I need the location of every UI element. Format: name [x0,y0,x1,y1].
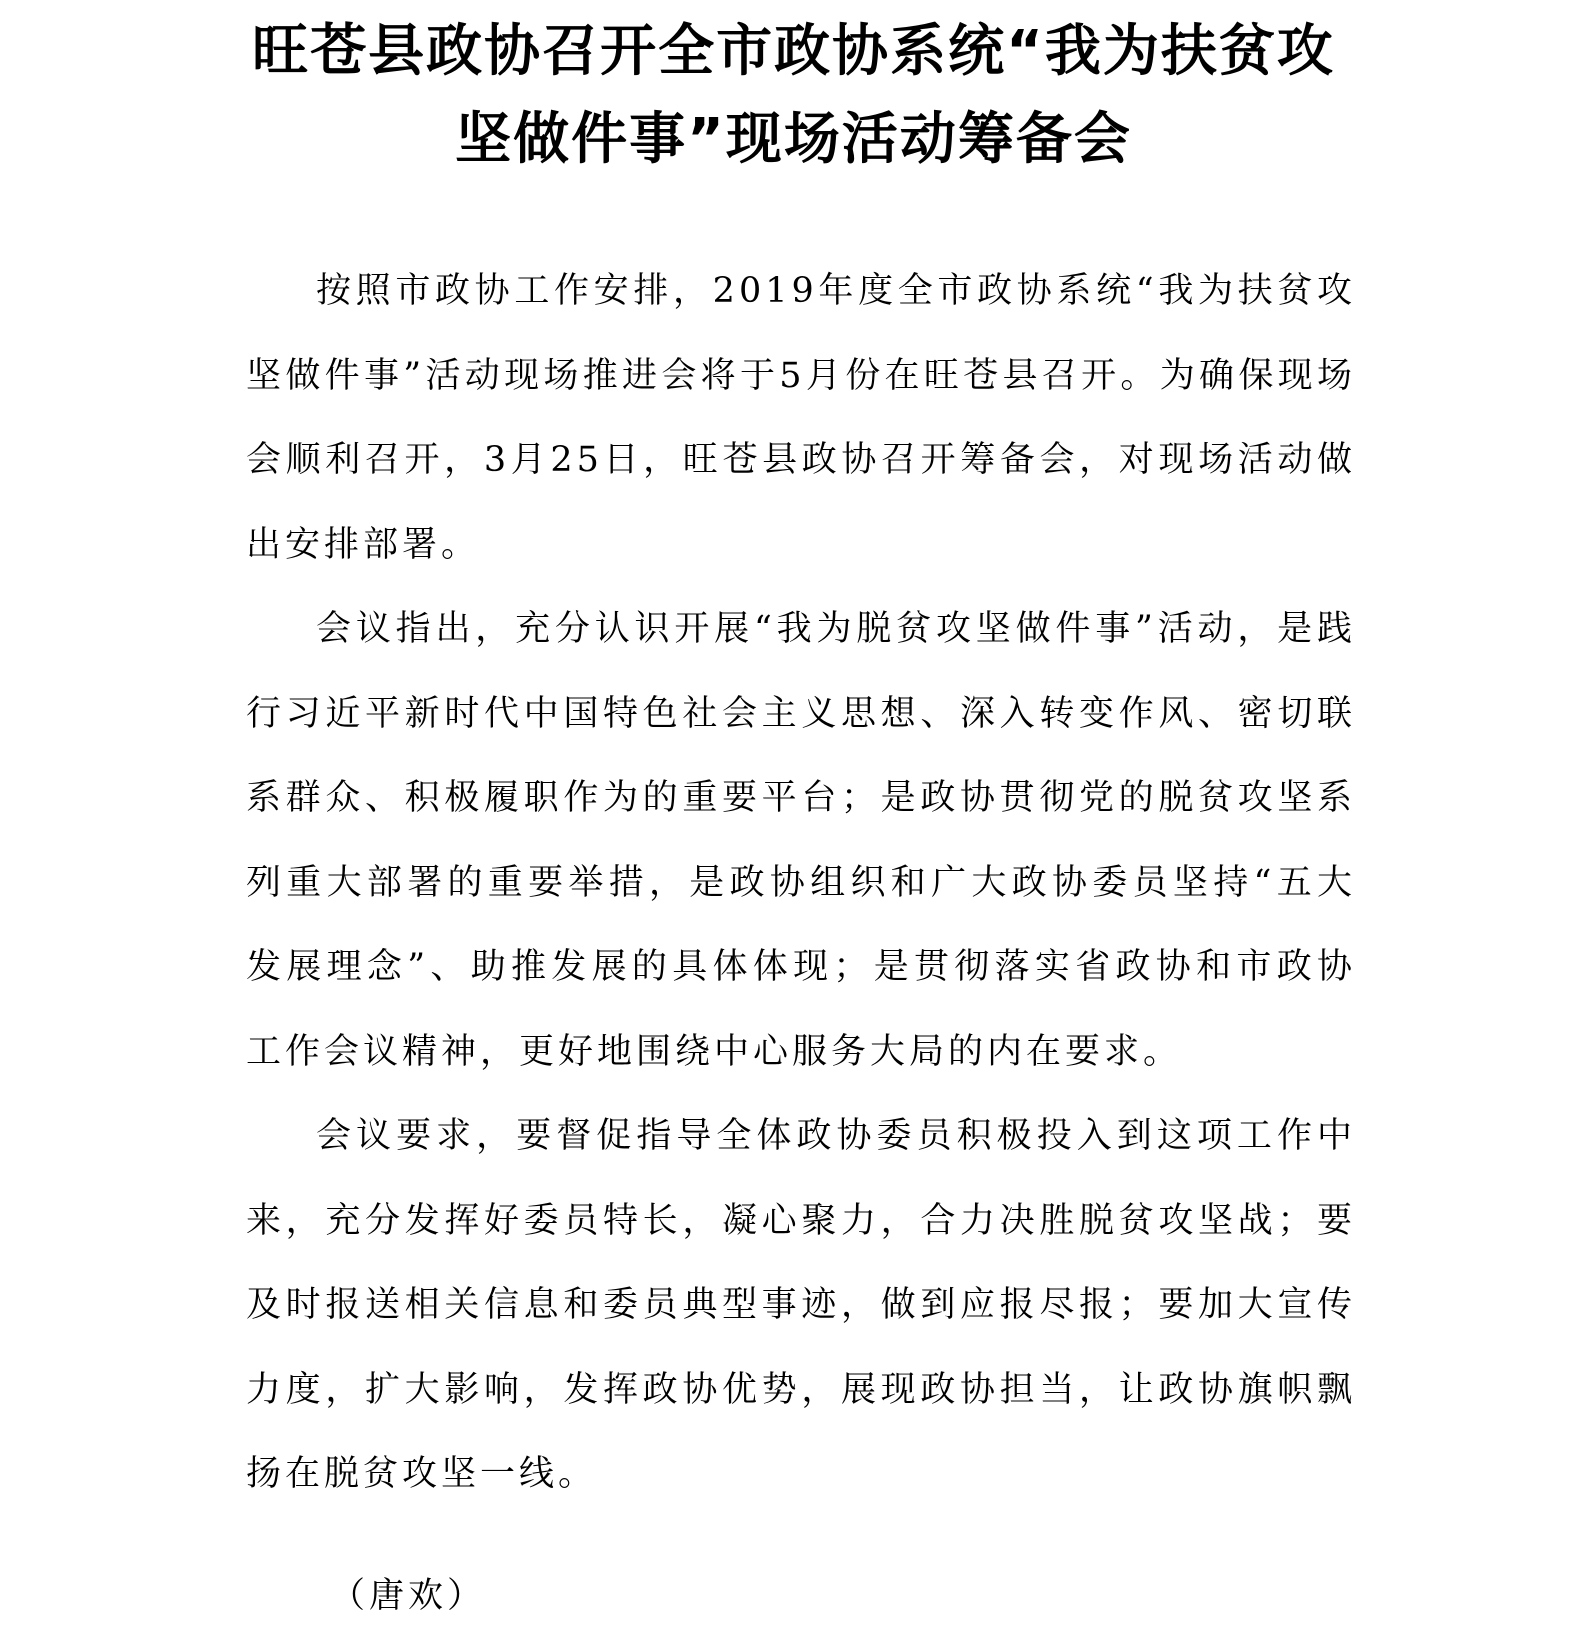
author-byline: （唐欢） [330,1576,487,1616]
title-line-1: 旺苍县政协召开全市政协系统“我为扶贫攻 [252,19,1335,84]
paragraph-intro: 按照市政协工作安排，2019年度全市政协系统“我为扶贫攻坚做件事”活动现场推进会将于5月份在旺苍县召开。为确保现场会顺利召开，3月25日，旺苍县政协召开筹备会，对现场活动做出安排部署。 [246,271,1356,565]
paragraph-meeting-points: 会议指出，充分认识开展“我为脱贫攻坚做件事”活动，是践行习近平新时代中国特色社会主义思想、深入转变作风、密切联系群众、积极履职作为的重要平台；是政协贯彻党的脱贫攻坚系列重大部署的重要举措，是政协组织和广大政协委员坚持“五大发展理念”、助推发展的具体体现；是贯彻落实省政协和市政协工作会议精神，更好地围绕中心服务大局的内在要求。 [246,609,1356,1072]
article-title [190,8,1397,184]
paragraph-meeting-requirements: 会议要求，要督促指导全体政协委员积极投入到这项工作中来，充分发挥好委员特长，凝心聚力，合力决胜脱贫攻坚战；要及时报送相关信息和委员典型事迹，做到应报尽报；要加大宣传力度，扩大影响，发挥政协优势，展现政协担当，让政协旗帜飘扬在脱贫攻坚一线。 [246,1116,1356,1494]
title-line-2: 坚做件事”现场活动筹备会 [455,107,1132,172]
article-body [246,249,1356,1517]
